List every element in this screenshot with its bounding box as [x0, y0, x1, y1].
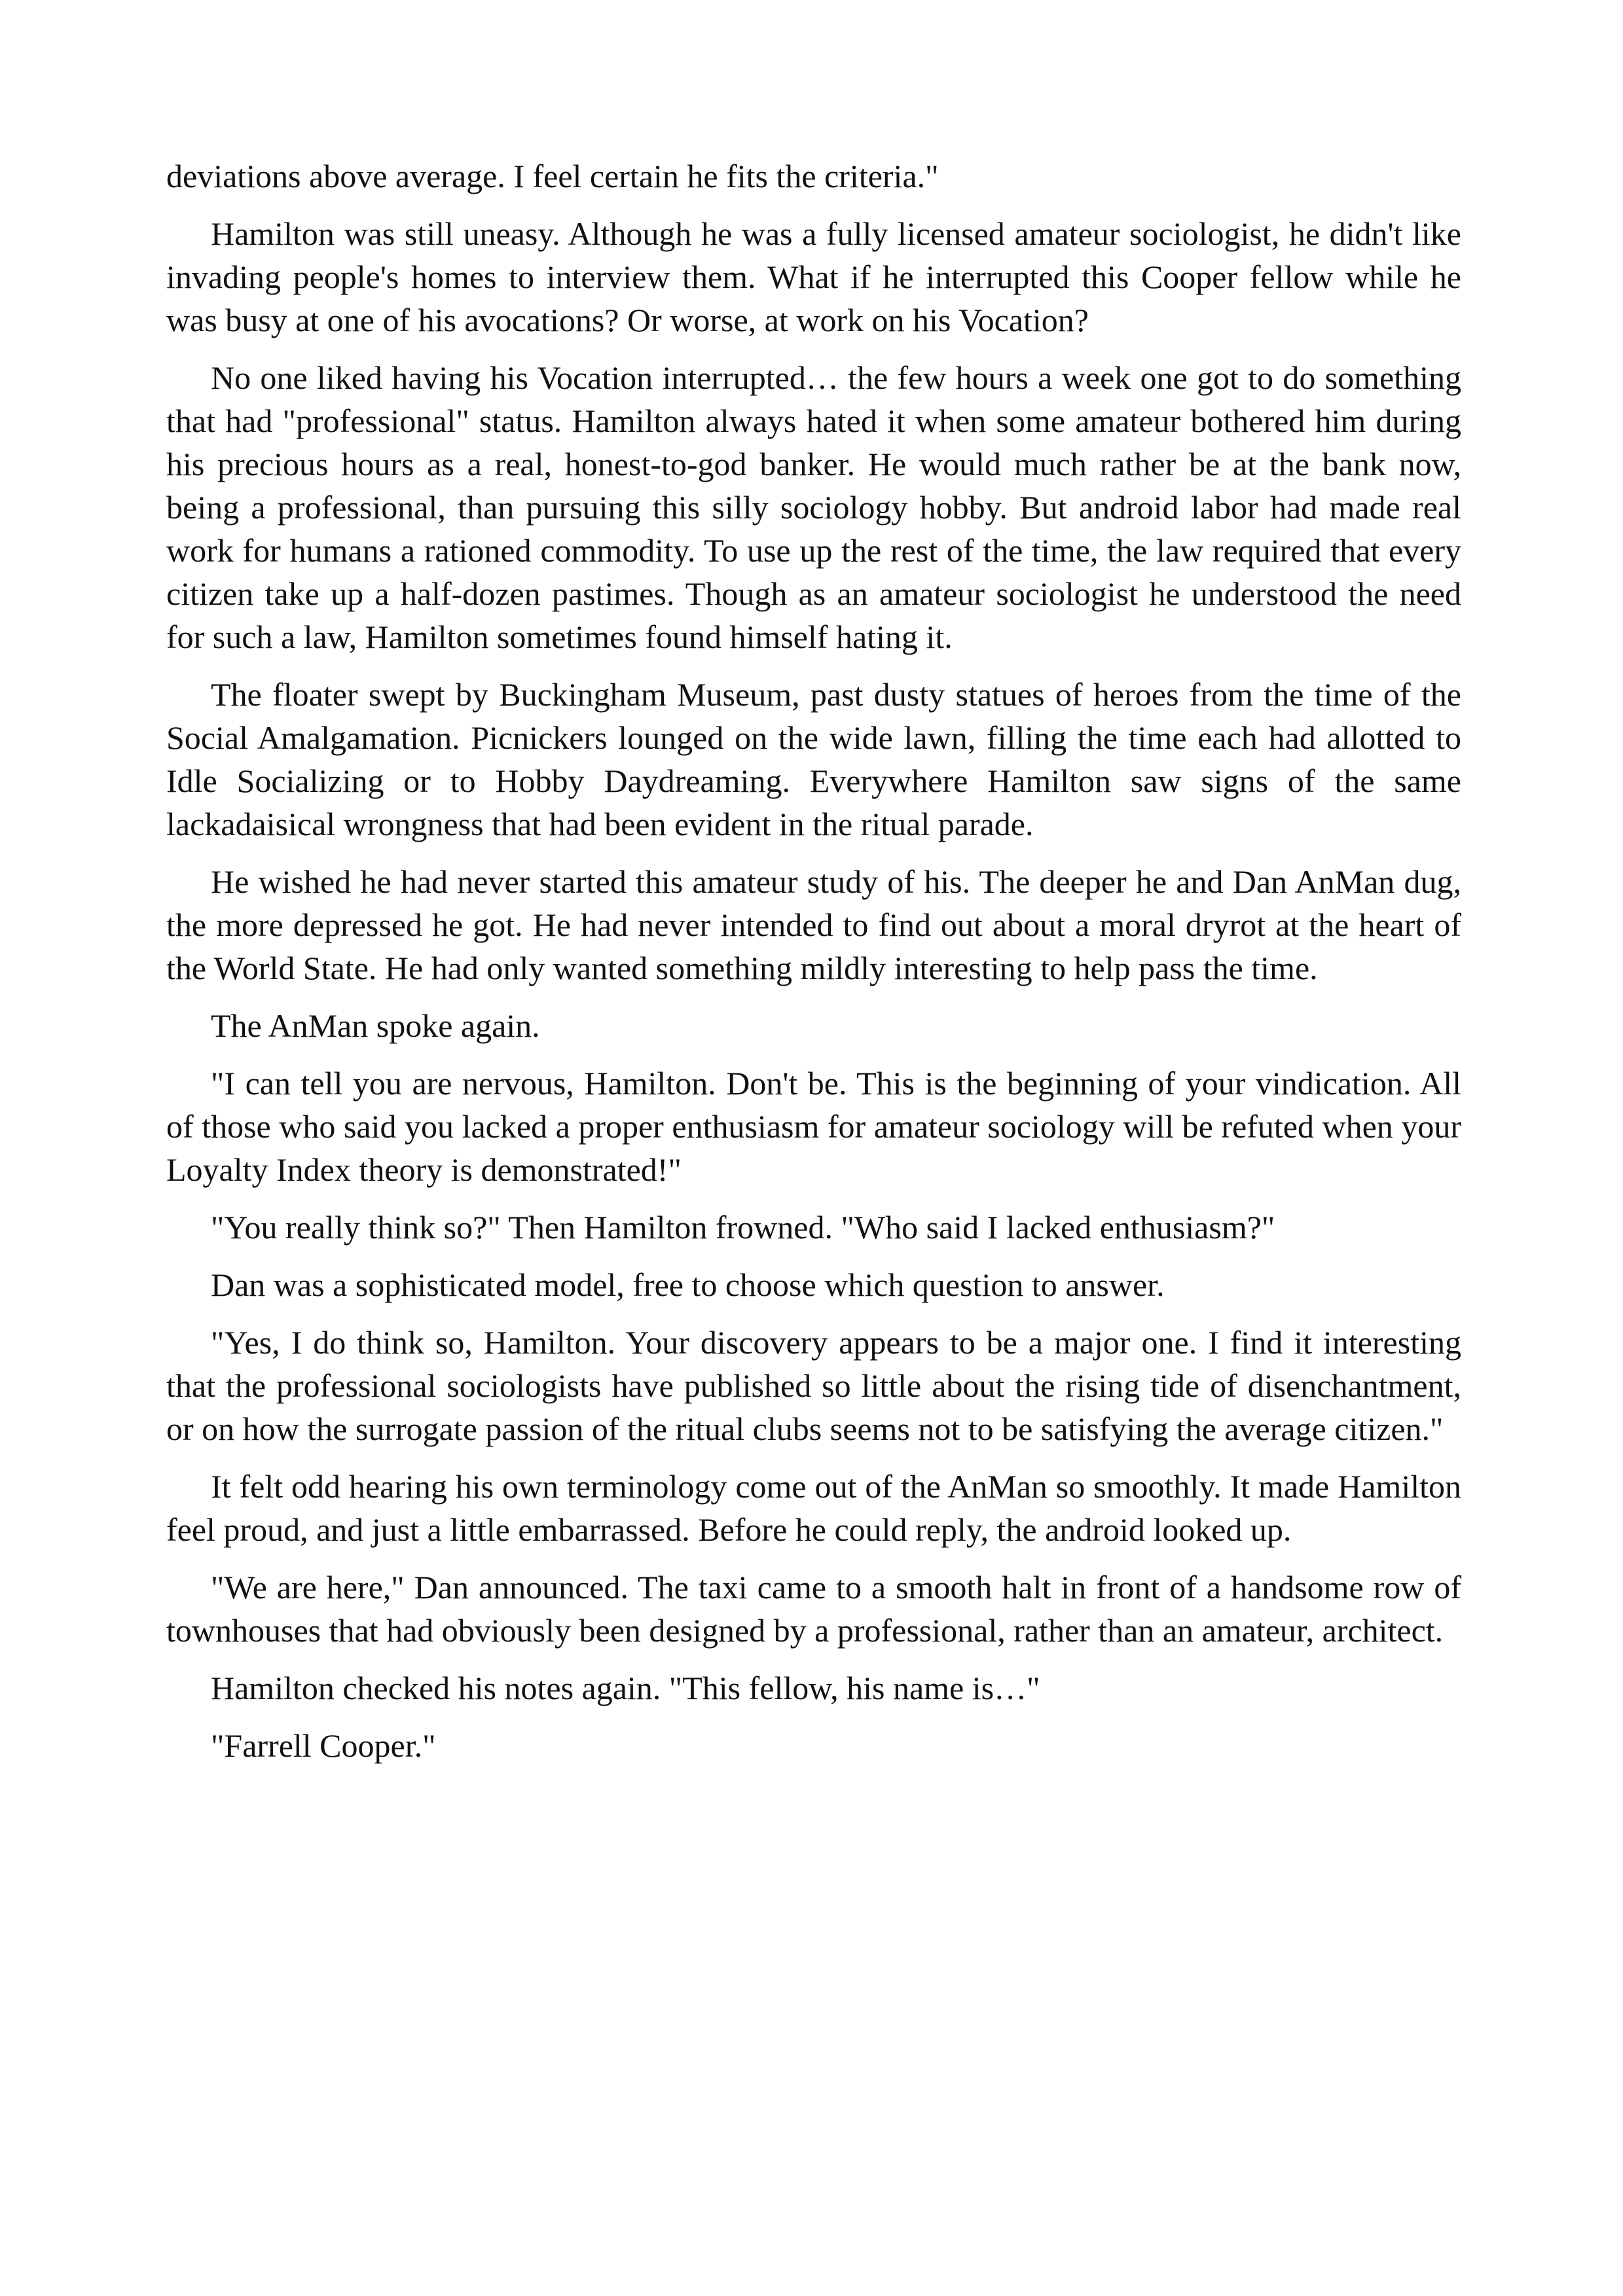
paragraph: "I can tell you are nervous, Hamilton. Don't be. This is the beginning of your vindication. All of those who said you lacked a proper enthusiasm for amateur sociology will be refuted when your Loyalty Index theory is demonstrated!" — [166, 1065, 1461, 1188]
paragraph: Hamilton checked his notes again. "This fellow, his name is…" — [211, 1670, 1040, 1706]
paragraph: No one liked having his Vocation interrupted… the few hours a week one got to do something that had "professional" status. Hamilton always hated it when some amateur bothered him during his precious hours as a real, honest-to-god banker. He would much rather be at the bank now, being a professional, than pursuing this silly sociology hobby. But android labor had made real work for humans a rationed commodity. To use up the rest of the time, the law required that every citizen take up a half-dozen pastimes. Though as an amateur sociologist he understood the need for such a law, Hamilton sometimes found himself hating it. — [166, 359, 1461, 655]
paragraph: "Yes, I do think so, Hamilton. Your discovery appears to be a major one. I find it interesting that the professional sociologists have published so little about the rising tide of disenchantment, or on how the surrogate passion of the ritual clubs seems not to be satisfying the average citizen." — [166, 1324, 1461, 1447]
paragraph: It felt odd hearing his own terminology come out of the AnMan so smoothly. It made Hamilton feel proud, and just a little embarrassed. Before he could reply, the android looked up. — [166, 1468, 1461, 1548]
paragraph-continuation: deviations above average. I feel certain he fits the criteria." — [166, 158, 939, 194]
paragraph: He wished he had never started this amateur study of his. The deeper he and Dan AnMan dug, the more depressed he got. He had never intended to find out about a moral dryrot at the heart of the World State. He had only wanted something mildly interesting to help pass the time. — [166, 863, 1461, 986]
paragraph: The floater swept by Buckingham Museum, past dusty statues of heroes from the time of the Social Amalgamation. Picnickers lounged on the wide lawn, filling the time each had allotted to Idle Socializing or to Hobby Daydreaming. Everywhere Hamilton saw signs of the same lackadaisical wrongness that had been evident in the ritual parade. — [166, 676, 1461, 842]
paragraph: "You really think so?" Then Hamilton frowned. "Who said I lacked enthusiasm?" — [211, 1209, 1275, 1246]
paragraph: The AnMan spoke again. — [211, 1007, 540, 1044]
paragraph: "We are here," Dan announced. The taxi came to a smooth halt in front of a handsome row of townhouses that had obviously been designed by a professional, rather than an amateur, architect. — [166, 1569, 1461, 1649]
paragraph: Hamilton was still uneasy. Although he was a fully licensed amateur sociologist, he didn't like invading people's homes to interview them. What if he interrupted this Cooper fellow while he was busy at one of his avocations? Or worse, at work on his Vocation? — [166, 215, 1461, 338]
paragraph: Dan was a sophisticated model, free to choose which question to answer. — [211, 1266, 1165, 1303]
body-text — [166, 154, 1461, 1782]
paragraph: "Farrell Cooper." — [211, 1727, 436, 1764]
